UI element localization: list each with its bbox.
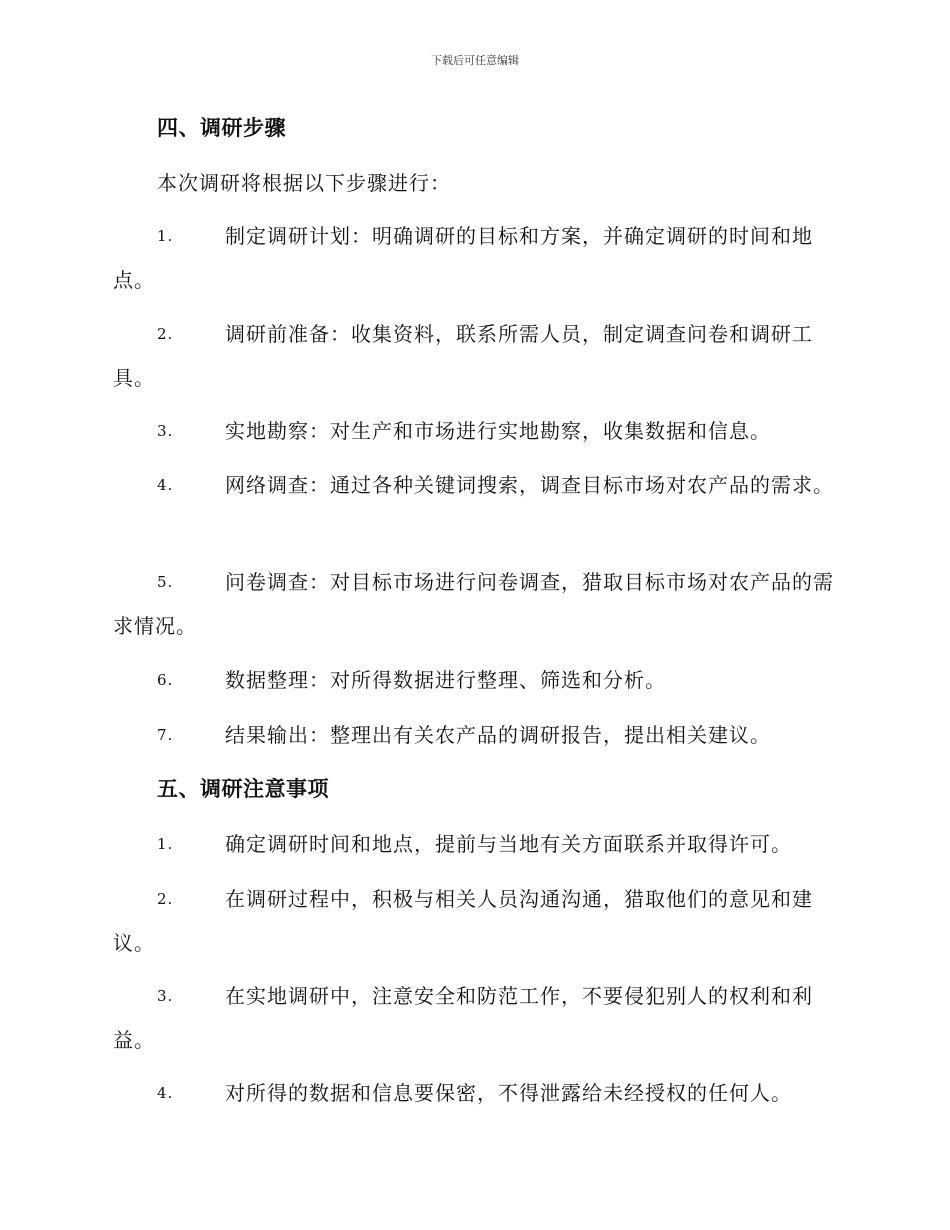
list-item-text: 制定调研计划：明确调研的目标和方案，并确定调研的时间和地点。 <box>113 224 813 292</box>
list-item-number: 3. <box>157 987 174 1005</box>
list-item <box>113 974 838 1062</box>
list-item-text: 数据整理：对所得数据进行整理、筛选和分析。 <box>225 668 666 692</box>
list-item-number: 5. <box>157 573 174 591</box>
list-item-text: 在调研过程中，积极与相关人员沟通沟通，猎取他们的意见和建议。 <box>113 887 813 955</box>
list-item-number: 4. <box>157 1084 174 1102</box>
list-item <box>113 560 838 648</box>
list-item-number: 2. <box>157 325 174 343</box>
list-item-text: 实地勘察：对生产和市场进行实地勘察，收集数据和信息。 <box>225 419 771 443</box>
list-item <box>113 409 838 453</box>
section-heading-notes: 五、调研注意事项 <box>157 776 329 801</box>
section-heading-steps: 四、调研步骤 <box>157 115 286 140</box>
list-item <box>113 1071 838 1115</box>
list-item-text: 在实地调研中，注意安全和防范工作，不要侵犯别人的权利和利益。 <box>113 984 813 1052</box>
list-item-text: 调研前准备：收集资料，联系所需人员，制定调查问卷和调研工具。 <box>113 322 813 390</box>
list-item-number: 7. <box>157 726 174 744</box>
list-item <box>113 877 838 965</box>
page-header: 下载后可任意编辑 <box>431 54 519 67</box>
list-item-text: 对所得的数据和信息要保密，不得泄露给未经授权的任何人。 <box>225 1081 792 1105</box>
section-intro: 本次调研将根据以下步骤进行： <box>157 171 451 195</box>
list-item-text: 结果输出：整理出有关农产品的调研报告，提出相关建议。 <box>225 723 771 747</box>
list-item-number: 1. <box>157 835 174 853</box>
list-item-text: 问卷调查：对目标市场进行问卷调查，猎取目标市场对农产品的需求情况。 <box>113 570 834 638</box>
list-item-number: 3. <box>157 422 174 440</box>
list-item-number: 4. <box>157 476 174 494</box>
list-item-number: 6. <box>157 671 174 689</box>
list-item-text: 网络调查：通过各种关键词搜索，调查目标市场对农产品的需求。 <box>225 473 834 497</box>
list-item <box>113 822 838 866</box>
list-item <box>113 214 838 302</box>
list-item-text: 确定调研时间和地点，提前与当地有关方面联系并取得许可。 <box>225 832 792 856</box>
list-item-number: 2. <box>157 890 174 908</box>
list-item <box>113 463 838 507</box>
list-item <box>113 713 838 757</box>
list-item <box>113 312 838 400</box>
list-item <box>113 658 838 702</box>
list-item-number: 1. <box>157 227 174 245</box>
